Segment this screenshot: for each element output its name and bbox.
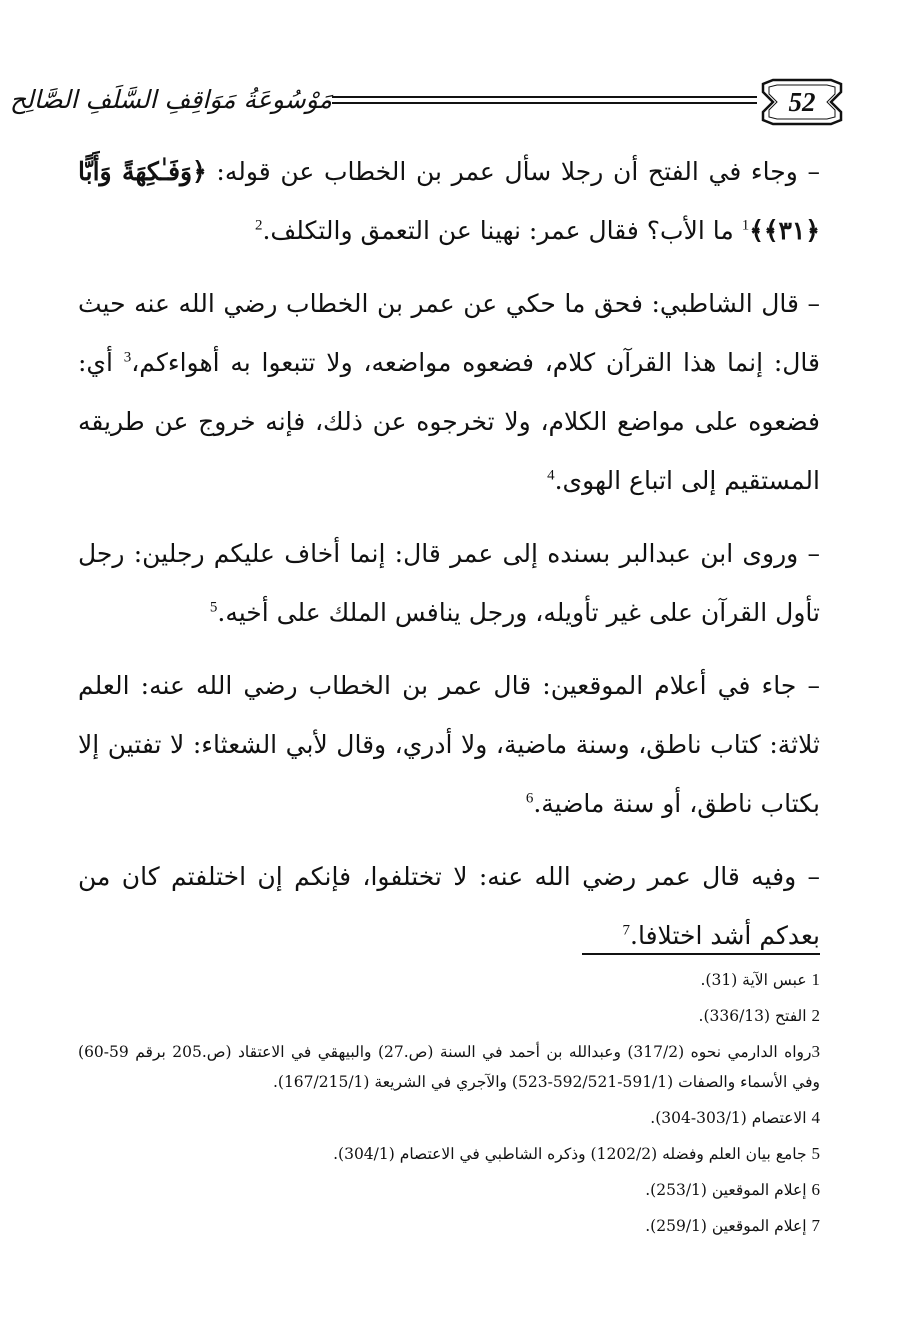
footnote-text: الاعتصام (303/1-304). (650, 1109, 812, 1127)
footnote-item (78, 1175, 820, 1205)
header-rule (332, 96, 757, 104)
main-text (78, 142, 820, 979)
footnote-separator (582, 953, 820, 955)
footnote-text: الفتح (336/13). (698, 1007, 812, 1025)
footnote-text: رواه الدارمي نحوه (317/2) وعبدالله بن أحمد في السنة (ص.27) والبيهقي في الاعتقاد (ص.205 برقم 59-60) وفي الأسماء والصفات (591/1-592/521-523) والآجري في الشريعة (167/215/1). (78, 1043, 820, 1091)
paragraph-text: ما الأب؟ فقال عمر: نهينا عن التعمق والتكلف. (262, 216, 742, 245)
page-number: 52 (788, 87, 816, 117)
footnote-ref[interactable]: 3 (123, 349, 132, 366)
footnote-text: جامع بيان العلم وفضله (1202/2) وذكره الشاطبي في الاعتصام (304/1). (333, 1145, 812, 1163)
footnote-number: 1 (811, 970, 820, 989)
quran-verse: ﴿وَفَـٰكِهَةً وَأَبًّا ﴿٣١﴾﴾ (78, 157, 820, 245)
book-title: مَوْسُوعَةُ مَوَاقِفِ السَّلَفِ الصَّالِح (9, 85, 332, 114)
footnote-ref[interactable]: 1 (741, 217, 750, 234)
footnote-item (78, 1211, 820, 1241)
footnote-list (78, 965, 820, 1247)
paragraph-2 (78, 274, 820, 510)
paragraph-text: أي: فضعوه على مواضع الكلام، ولا تخرجوه عن ذلك، فإنه خروج عن طريقه المستقيم إلى اتباع الهوى. (78, 348, 820, 495)
footnote-number: 2 (811, 1006, 820, 1025)
footnote-text: إعلام الموقعين (253/1). (645, 1181, 812, 1199)
page-number-badge (759, 76, 845, 128)
paragraph-text: – جاء في أعلام الموقعين: قال عمر بن الخطاب رضي الله عنه: العلم ثلاثة: كتاب ناطق، وسنة ماضية، ولا أدري، وقال لأبي الشعثاء: لا تفتين إلا بكتاب ناطق، أو سنة ماضية. (78, 671, 820, 818)
footnote-number: 3 (811, 1042, 820, 1061)
footnote-ref[interactable]: 4 (547, 467, 555, 484)
paragraph-4 (78, 656, 820, 833)
footnote-ref[interactable]: 5 (209, 599, 218, 616)
footnote-ref[interactable]: 6 (525, 790, 534, 807)
page-header (9, 72, 845, 134)
paragraph-text: – وجاء في الفتح أن رجلا سأل عمر بن الخطاب عن قوله: (206, 157, 820, 186)
footnote-number: 7 (811, 1216, 820, 1235)
footnote-number: 5 (811, 1144, 820, 1163)
footnote-text: إعلام الموقعين (259/1). (645, 1217, 812, 1235)
footnote-ref[interactable]: 7 (622, 922, 631, 939)
footnote-item (78, 1037, 820, 1097)
paragraph-text: – قال الشاطبي: فحق ما حكي عن عمر بن الخطاب رضي الله عنه حيث قال: إنما هذا القرآن كلام، فضعوه مواضعه، ولا تتبعوا به أهواءكم، (78, 289, 820, 377)
footnote-ref[interactable]: 2 (254, 217, 263, 234)
footnote-item (78, 1103, 820, 1133)
footnote-number: 4 (811, 1108, 820, 1127)
paragraph-text: – وفيه قال عمر رضي الله عنه: لا تختلفوا، فإنكم إن اختلفتم كان من بعدكم أشد اختلافا. (78, 862, 820, 950)
paragraph-5 (78, 847, 820, 965)
paragraph-1 (78, 142, 820, 260)
paragraph-3 (78, 524, 820, 642)
footnote-text: عبس الآية (31). (700, 971, 812, 989)
footnote-item (78, 1139, 820, 1169)
footnote-number: 6 (811, 1180, 820, 1199)
paragraph-text: – وروى ابن عبدالبر بسنده إلى عمر قال: إنما أخاف عليكم رجلين: رجل تأول القرآن على غير تأويله، ورجل ينافس الملك على أخيه. (78, 539, 820, 627)
footnote-item (78, 965, 820, 995)
footnote-item (78, 1001, 820, 1031)
